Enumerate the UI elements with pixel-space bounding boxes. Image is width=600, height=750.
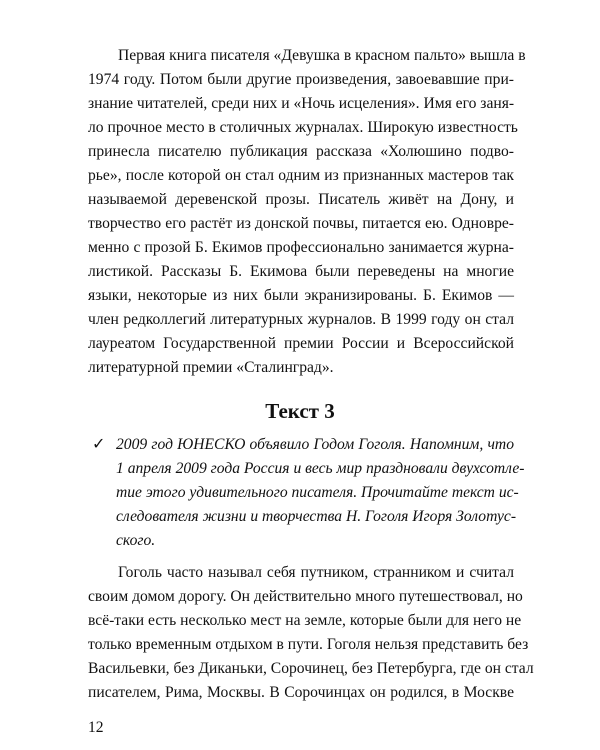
text-line: Гоголь часто называл себя путником, странником и считал (118, 564, 514, 581)
text-line: рье», после которой он стал одним из признанных мастеров так (88, 167, 514, 184)
text-line: ло прочное место в столичных журналах. Широкую известность (88, 119, 518, 136)
text-line: принесла писателю публикация рассказа «Холюшино подво- (88, 143, 514, 160)
text-line: называемой деревенской прозы. Писатель живёт на Дону, и (88, 191, 514, 208)
text-line: Первая книга писателя «Девушка в красном пальто» вышла в (118, 47, 526, 64)
text-line: творчество его растёт из донской почвы, питается ею. Одновре- (88, 215, 514, 232)
page-number: 12 (88, 719, 104, 736)
text-line: менно с прозой Б. Екимов профессионально занимается журна- (88, 239, 514, 256)
check-mark-icon: ✓ (92, 436, 106, 453)
text-line: языки, некоторые из них были экранизированы. Б. Екимов — (88, 287, 514, 304)
text-line: член редколлегий литературных журналов. В 1999 году он стал (88, 311, 514, 328)
text-line: знание читателей, среди них и «Ночь исцеления». Имя его заня- (88, 95, 515, 112)
intro-line: 1 апреля 2009 года Россия и весь мир праздновали двухсотле- (116, 460, 525, 477)
intro-line: 2009 год ЮНЕСКО объявило Годом Гоголя. Напомним, что (116, 436, 514, 453)
text-line: только временным отдыхом в пути. Гоголя нельзя представить без (88, 636, 529, 653)
text-line: всё-таки есть несколько мест на земле, которые были для него не (88, 612, 522, 629)
intro-line: следователя жизни и творчества Н. Гоголя Игоря Золотус- (116, 508, 517, 525)
text-line: своим домом дорогу. Он действительно много путешествовал, но (88, 588, 523, 605)
text-line: листикой. Рассказы Б. Екимова были переведены на многие (88, 263, 514, 280)
text-line: Васильевки, без Диканьки, Сорочинец, без Петербурга, где он стал (88, 660, 534, 677)
text-line: литературной премии «Сталинград». (88, 359, 334, 376)
text-line: лауреатом Государственной премии России и Всероссийской (88, 335, 514, 352)
section-title: Текст 3 (265, 399, 335, 423)
text-line: 1974 году. Потом были другие произведения, завоевавшие при- (88, 71, 514, 88)
intro-line: тие этого удивительного писателя. Прочитайте текст ис- (116, 484, 519, 501)
intro-line: ского. (116, 532, 156, 549)
text-line: писателем, Рима, Москвы. В Сорочинцах он родился, в Москве (88, 684, 514, 701)
